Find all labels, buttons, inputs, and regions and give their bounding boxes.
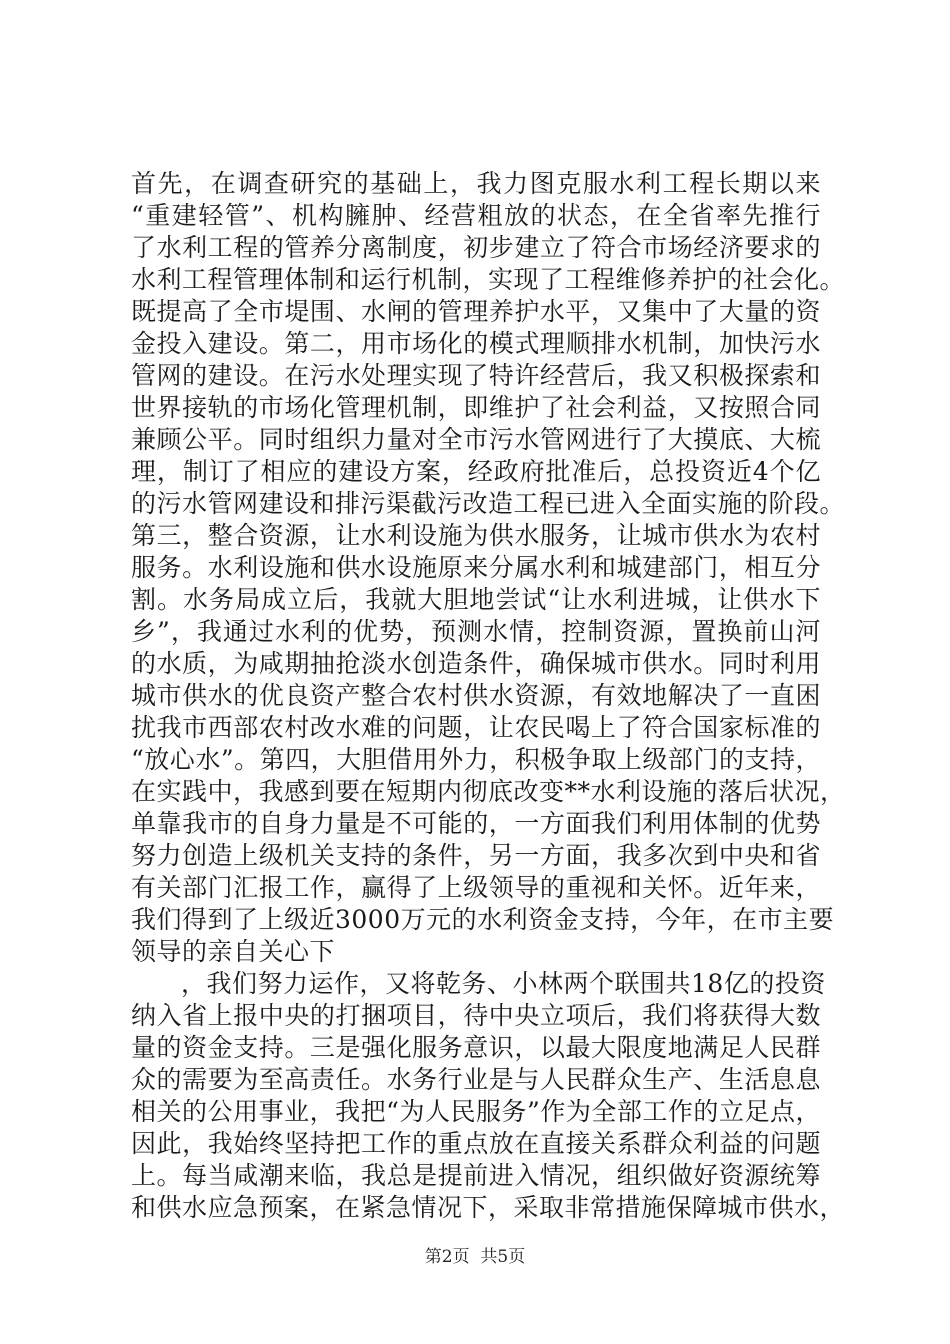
text-line: 既提高了全市堤围、水闸的管理养护水平，又集中了大量的资 <box>131 297 821 326</box>
text-line: 领导的亲自关心下 <box>131 937 336 966</box>
text-line: 世界接轨的市场化管理机制，即维护了社会利益，又按照合同 <box>131 393 821 422</box>
text-line: 水利工程管理体制和运行机制，实现了工程维修养护的社会化。 <box>131 265 846 294</box>
text-line: 兼顾公平。同时组织力量对全市污水管网进行了大摸底、大梳 <box>131 425 821 454</box>
text-line: 城市供水的优良资产整合农村供水资源，有效地解决了一直困 <box>131 681 821 710</box>
text-line: 上。每当咸潮来临，我总是提前进入情况，组织做好资源统筹 <box>131 1161 821 1190</box>
text-line: 第三，整合资源，让水利设施为供水服务，让城市供水为农村 <box>131 521 821 550</box>
paragraph-1 <box>131 168 846 968</box>
page-number-footer: 第2页 共5页 <box>424 1247 526 1267</box>
text-line: 首先，在调查研究的基础上，我力图克服水利工程长期以来 <box>131 169 821 198</box>
text-line: “重建轻管”、机构臃肿、经营粗放的状态，在全省率先推行 <box>131 201 821 230</box>
text-line: 量的资金支持。三是强化服务意识，以最大限度地满足人民群 <box>131 1033 821 1062</box>
body-text <box>131 168 846 1224</box>
text-line: “放心水”。第四，大胆借用外力，积极争取上级部门的支持， <box>131 745 821 774</box>
paragraph-2 <box>131 968 846 1224</box>
text-line: 乡”，我通过水利的优势，预测水情，控制资源，置换前山河 <box>131 617 821 646</box>
text-line: 单靠我市的自身力量是不可能的，一方面我们利用体制的优势 <box>131 809 821 838</box>
text-line: 了水利工程的管养分离制度，初步建立了符合市场经济要求的 <box>131 233 821 262</box>
text-line: ，我们努力运作，又将乾务、小林两个联围共18亿的投资 <box>181 969 826 998</box>
text-line: 扰我市西部农村改水难的问题，让农民喝上了符合国家标准的 <box>131 713 821 742</box>
text-line: 割。水务局成立后，我就大胆地尝试“让水利进城，让供水下 <box>131 585 821 614</box>
text-line: 和供水应急预案，在紧急情况下，采取非常措施保障城市供水， <box>131 1193 846 1222</box>
text-line: 的污水管网建设和排污渠截污改造工程已进入全面实施的阶段。 <box>131 489 846 518</box>
text-line: 服务。水利设施和供水设施原来分属水利和城建部门，相互分 <box>131 553 821 582</box>
text-line: 纳入省上报中央的打捆项目，待中央立项后，我们将获得大数 <box>131 1001 821 1030</box>
text-line: 相关的公用事业，我把“为人民服务”作为全部工作的立足点， <box>131 1097 821 1126</box>
text-line: 管网的建设。在污水处理实现了特许经营后，我又积极探索和 <box>131 361 821 390</box>
text-line: 众的需要为至高责任。水务行业是与人民群众生产、生活息息 <box>131 1065 821 1094</box>
text-line: 理，制订了相应的建设方案，经政府批准后，总投资近4个亿 <box>131 457 821 486</box>
text-line: 金投入建设。第二，用市场化的模式理顺排水机制，加快污水 <box>131 329 821 358</box>
text-line: 的水质，为咸期抽抢淡水创造条件，确保城市供水。同时利用 <box>131 649 821 678</box>
text-line: 因此，我始终坚持把工作的重点放在直接关系群众利益的问题 <box>131 1129 821 1158</box>
text-line: 在实践中，我感到要在短期内彻底改变**水利设施的落后状况， <box>131 777 846 806</box>
text-line: 有关部门汇报工作，赢得了上级领导的重视和关怀。近年来， <box>131 873 821 902</box>
text-line: 努力创造上级机关支持的条件，另一方面，我多次到中央和省 <box>131 841 821 870</box>
text-line: 我们得到了上级近3000万元的水利资金支持，今年，在市主要 <box>131 905 835 934</box>
